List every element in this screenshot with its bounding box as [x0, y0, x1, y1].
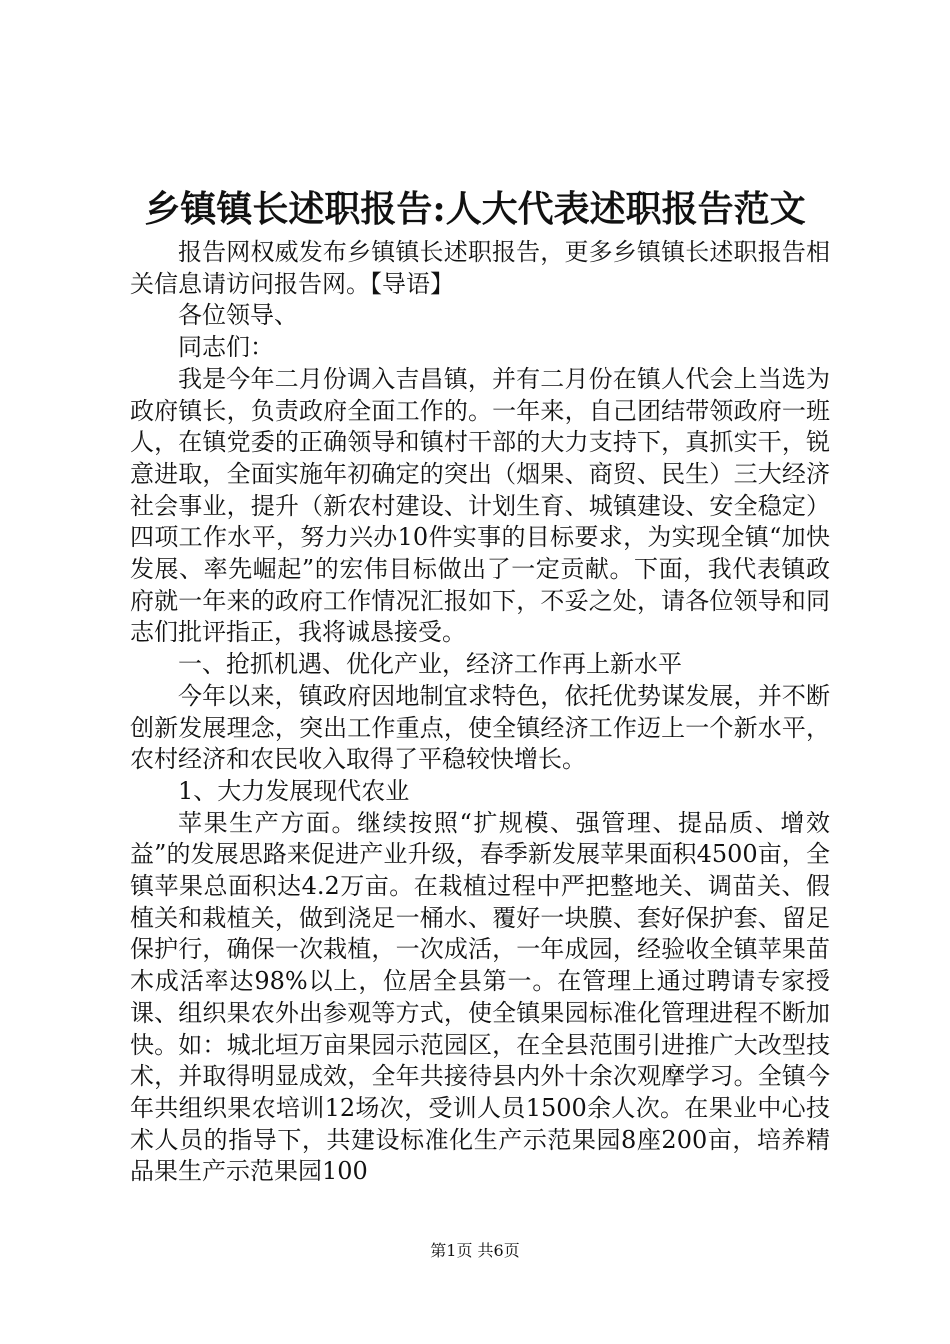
subsection-heading-agriculture: 1、大力发展现代农业 [178, 776, 410, 805]
section-heading-economy: 一、抢抓机遇、优化产业，经济工作再上新水平 [178, 650, 682, 679]
paragraph-apple-production: 苹果生产方面。继续按照“扩规模、强管理、提品质、增效益”的发展思路来促进产业升级，春季新发展苹果面积4500亩，全镇苹果总面积达4.2万亩。在栽植过程中严把整地关、调苗关、假植关和栽植关，做到浇足一桶水、覆好一块膜、套好保护套、留足保护行，确保一次栽植，一次成活，一年成园，经验收全镇苹果苗木成活率达98%以上，位居全县第一。在管理上通过聘请专家授课、组织果农外出参观等方式，使全镇果园标准化管理进程不断加快。如：城北垣万亩果园示范园区，在全县范围引进推广大改型技术，并取得明显成效，全年共接待县内外十余次观摩学习。全镇今年共组织果农培训12场次，受训人员1500余人次。在果业中心技术人员的指导下，共建设标准化生产示范果园8座200亩，培养精品果生产示范果园100 [130, 808, 830, 1186]
document-body [130, 237, 830, 1188]
paragraph-salutation-comrades: 同志们： [178, 333, 274, 362]
document-title: 乡镇镇长述职报告:人大代表述职报告范文 [144, 188, 806, 230]
paragraph-overview: 我是今年二月份调入吉昌镇，并有二月份在镇人代会上当选为政府镇长，负责政府全面工作的。一年来，自己团结带领政府一班人，在镇党委的正确领导和镇村干部的大力支持下，真抓实干，锐意进取，全面实施年初确定的突出（烟果、商贸、民生）三大经济社会事业，提升（新农村建设、计划生育、城镇建设、安全稳定）四项工作水平，努力兴办10件实事的目标要求，为实现全镇“加快发展、率先崛起”的宏伟目标做出了一定贡献。下面，我代表镇政府就一年来的政府工作情况汇报如下，不妥之处，请各位领导和同志们批评指正，我将诚恳接受。 [130, 364, 830, 647]
paragraph-salutation-leaders: 各位领导、 [178, 301, 298, 330]
paragraph-intro: 报告网权威发布乡镇镇长述职报告，更多乡镇镇长述职报告相关信息请访问报告网。【导语】 [130, 238, 830, 298]
page-footer: 第1页 共6页 [430, 1241, 520, 1260]
paragraph-economy-summary: 今年以来，镇政府因地制宜求特色，依托优势谋发展，并不断创新发展理念，突出工作重点，使全镇经济工作迈上一个新水平，农村经济和农民收入取得了平稳较快增长。 [130, 681, 830, 774]
